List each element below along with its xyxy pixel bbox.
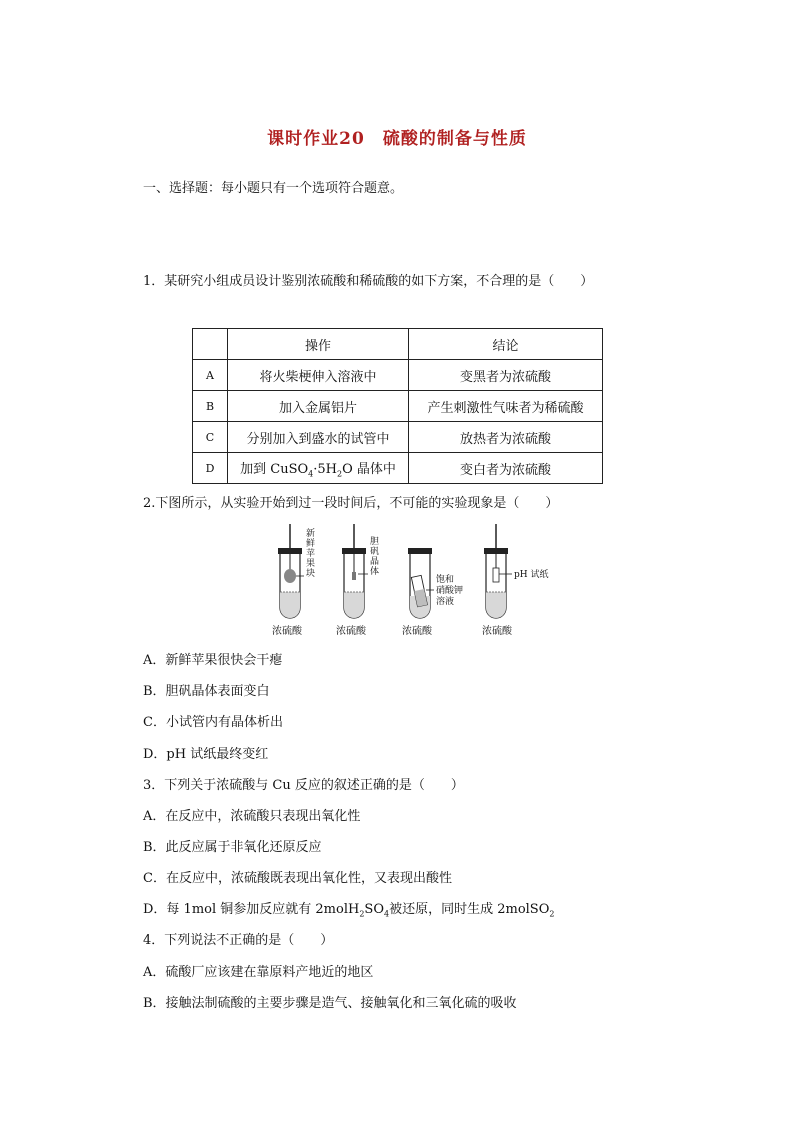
question-4-option-b: B．接触法制硫酸的主要步骤是造气、接触氧化和三氧化硫的吸收	[143, 996, 517, 1011]
tube-1-bottom-label: 浓硫酸	[272, 626, 302, 637]
question-3-option-c: C．在反应中，浓硫酸既表现出氧化性，又表现出酸性	[143, 871, 452, 886]
tube-potassium-nitrate	[402, 548, 463, 637]
page-title: 课时作业20 硫酸的制备与性质	[267, 129, 527, 149]
question-1-stem: 1．某研究小组成员设计鉴别浓硫酸和稀硫酸的如下方案，不合理的是（ ）	[143, 274, 594, 289]
question-3-option-d: D．每 1mol 铜参加反应就有 $2molH_2SO_4$被还原，同时生成 2molSO$_2$	[143, 902, 555, 919]
table-header-row	[193, 329, 603, 360]
table-row	[193, 422, 603, 453]
question-3-option-b: B．此反应属于非氧化还原反应	[143, 840, 322, 855]
row-operation: 加到 $CuSO_4\cdot 5H_2O$ 晶体中	[228, 453, 409, 484]
test-tube-figure	[268, 524, 568, 640]
row-key: C	[193, 422, 228, 453]
question-2-option-d: D．pH 试纸最终变红	[143, 747, 269, 762]
tube-copper-sulfate	[336, 524, 379, 637]
tube-4-bottom-label: 浓硫酸	[482, 626, 512, 637]
table-header-cell: 操作	[228, 329, 409, 360]
table-row	[193, 453, 603, 484]
tube-3-bottom-label: 浓硫酸	[402, 626, 432, 637]
row-operation: 加入金属铝片	[228, 391, 409, 422]
table-row	[193, 360, 603, 391]
question-1-table	[192, 328, 603, 484]
tube-2-bottom-label: 浓硫酸	[336, 626, 366, 637]
question-3-stem: 3．下列关于浓硫酸与 Cu 反应的叙述正确的是（ ）	[143, 778, 464, 793]
row-key: D	[193, 453, 228, 484]
question-2-option-a: A．新鲜苹果很快会干瘪	[143, 653, 283, 668]
table-header-cell	[193, 329, 228, 360]
table-row	[193, 391, 603, 422]
tube-3-label: 饱和硝酸钾溶液	[436, 575, 464, 607]
tube-ph-paper	[482, 524, 548, 637]
question-2-option-c: C．小试管内有晶体析出	[143, 715, 283, 730]
row-conclusion: 放热者为浓硫酸	[409, 422, 603, 453]
row-key: A	[193, 360, 228, 391]
tube-1-label: 新鲜苹果块	[306, 529, 316, 579]
tube-2-label: 胆矾晶体	[370, 537, 380, 577]
tube-apple	[272, 524, 315, 637]
row-operation: 分别加入到盛水的试管中	[228, 422, 409, 453]
section-heading: 一、选择题：每小题只有一个选项符合题意。	[143, 181, 404, 196]
question-2-stem: 2.下图所示，从实验开始到过一段时间后，不可能的实验现象是（ ）	[143, 496, 559, 511]
row-operation: 将火柴梗伸入溶液中	[228, 360, 409, 391]
question-4-option-a: A．硫酸厂应该建在靠原料产地近的地区	[143, 965, 374, 980]
table-header-cell: 结论	[409, 329, 603, 360]
tube-4-label: pH 试纸	[514, 570, 549, 580]
question-4-stem: 4．下列说法不正确的是（ ）	[143, 933, 334, 948]
question-3-option-a: A．在反应中，浓硫酸只表现出氧化性	[143, 809, 361, 824]
row-conclusion: 变白者为浓硫酸	[409, 453, 603, 484]
question-2-option-b: B．胆矾晶体表面变白	[143, 684, 270, 699]
row-conclusion: 变黑者为浓硫酸	[409, 360, 603, 391]
row-conclusion: 产生刺激性气味者为稀硫酸	[409, 391, 603, 422]
row-key: B	[193, 391, 228, 422]
